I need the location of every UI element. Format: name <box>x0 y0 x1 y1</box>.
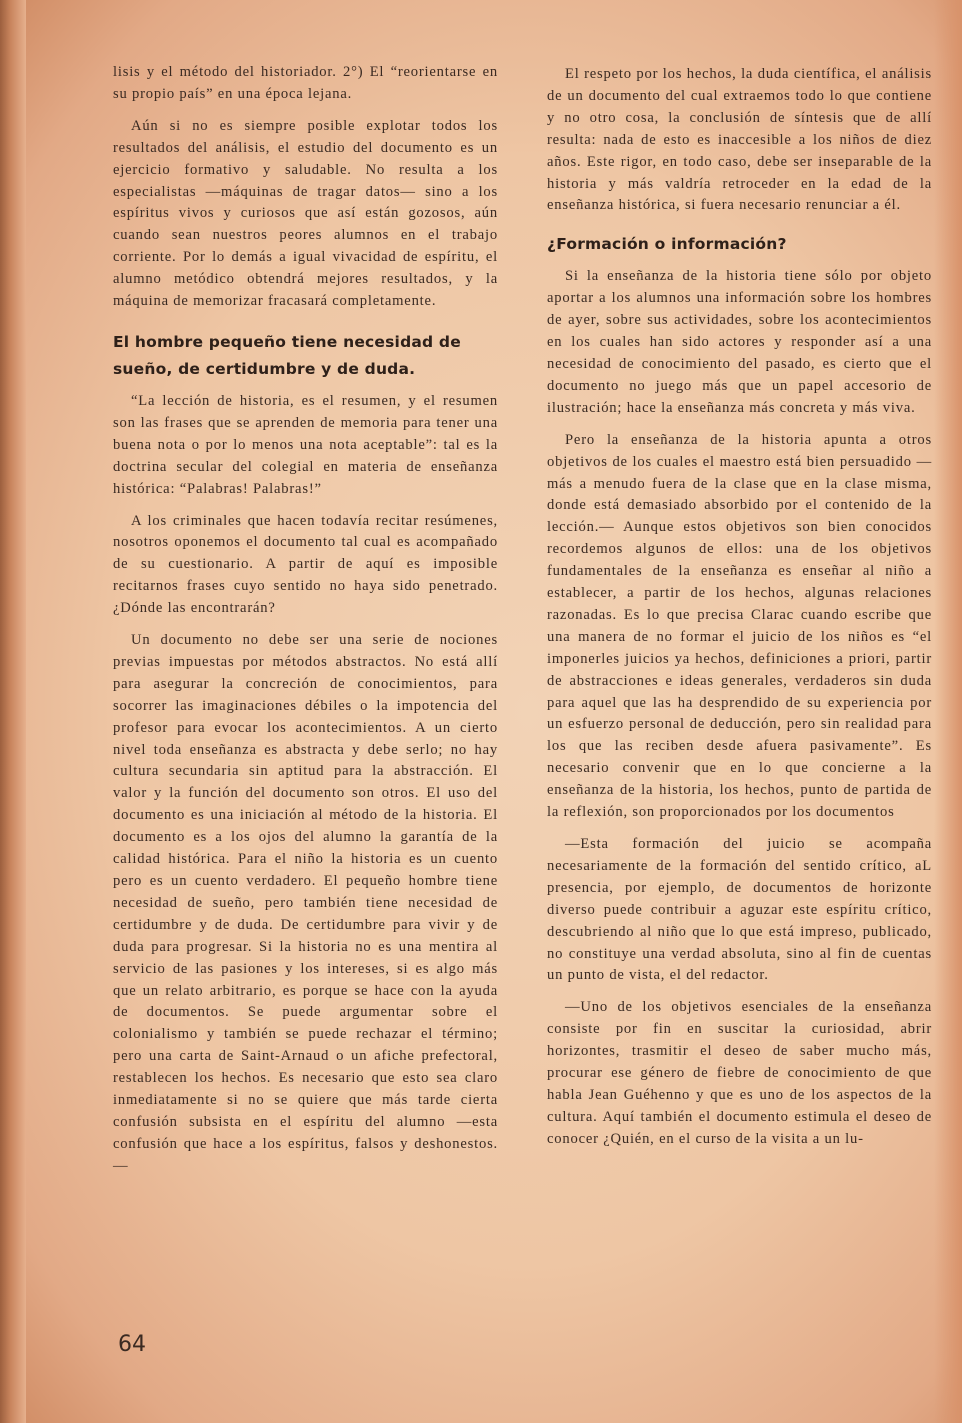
left-column <box>113 62 498 1178</box>
section-heading-right: ¿Formación o información? <box>547 235 787 254</box>
right-paragraph-1: El respeto por los hechos, la duda científica, el análisis de un documento del cual extraemos todo lo que contiene y no otro cosa, la conclusión de síntesis que de allí resulta: nada de esto es inaccesible a los niños de diez años. Este rigor, en todo caso, debe ser inseparable de la historia y más valdría retroceder en la edad de la enseñanza histórica, si fuera necesario renunciar a él. <box>547 66 932 214</box>
page-number: 64 <box>118 1332 146 1357</box>
left-paragraph-3: “La lección de historia, es el resumen, y el resumen son las frases que se aprenden de memoria para tener una buena nota o por lo menos una nota aceptable”: tal es la doctrina secular del colegial en materia de enseñanza histórica: “Palabras! Palabras!” <box>113 392 498 497</box>
right-paragraph-5: —Uno de los objetivos esenciales de la enseñanza consiste por fin en suscitar la curiosidad, abrir horizontes, trasmitir el deseo de saber mucho más, procurar ese género de fiebre de conocimiento de que habla Jean Guéhenno y que es uno de los aspectos de la cultura. Aquí también el documento estimula el deseo de conocer ¿Quién, en el curso de la visita a un lu- <box>547 999 932 1147</box>
right-paragraph-4: —Esta formación del juicio se acompaña necesariamente de la formación del sentido crítico, aL presencia, por ejemplo, de documentos de horizonte diverso puede contribuir a aguzar este espíritu crítico, descubriendo al niño que lo que está impreso, publicado, no constituye una verdad absoluta, sino al fin de cuentas un punto de vista, el del redactor. <box>547 836 932 984</box>
left-paragraph-5: Un documento no debe ser una serie de nociones previas impuestas por métodos abstractos. No está allí para asegurar la concreción de conocimientos, para socorrer las imaginaciones débiles o la impotencia del profesor para evocar los acontecimientos. A un cierto nivel toda enseñanza es abstracta y debe serlo; no hay cultura secundaria sin aptitud para la abstracción. El valor y la función del documento son otros. El uso del documento es una iniciación al método de la historia. El documento es a los ojos del alumno la garantía de la calidad histórica. Para el niño la historia es un cuento pero es un cuento verdadero. El pequeño hombre tiene necesidad de sueño, pero también tiene necesidad de certidumbre y de duda. De certidumbre para vivir y de duda para progresar. Si la historia no es una mentira al servicio de las pasiones y los intereses, si es algo más que un relato arbitrario, es porque se hace con la ayuda de documentos. Se puede argumentar sobre el colonialismo y también se puede rechazar el término; pero una carta de Saint-Arnaud o un afiche prefectoral, restablecen los hechos. Es necesario que esto sea claro inmediatamente si no se quiere que más tarde cierta confusión subsista en el espíritu del alumno —esta confusión que hace a los espíritus, falsos y deshonestos.— <box>113 632 498 1174</box>
page-edge <box>934 0 962 1423</box>
left-paragraph-1: lisis y el método del historiador. 2°) El “reorientarse en su propio país” en una época lejana. <box>113 64 498 102</box>
right-paragraph-2: Si la enseñanza de la historia tiene sólo por objeto aportar a los alumnos una información sobre los hombres de ayer, sobre sus actividades, sobre los acontecimientos en los cuales han sido actores y responder así a una necesidad de conocimiento del pasado, es cierto que el documento no juego más que un papel accesorio de ilustración; hace la enseñanza más concreta y más viva. <box>547 268 932 416</box>
section-heading-left: El hombre pequeño tiene necesidad de sueño, de certidumbre y de duda. <box>113 332 461 378</box>
book-spine <box>0 0 26 1423</box>
left-paragraph-2: Aún si no es siempre posible explotar todos los resultados del análisis, el estudio del documento es un ejercicio formativo y saludable. No resulta a los especialistas —máquinas de tragar datos— sino a los espíritus vivos y curiosos que así están gozosos, aún cuando sean nuestros peores alumnos en el trabajo corriente. Por lo demás a igual vivacidad de espíritu, el alumno metódico obtendrá mejores resultados, y la máquina de memorizar fracasará completamente. <box>113 117 498 310</box>
right-paragraph-3: Pero la enseñanza de la historia apunta a otros objetivos de los cuales el maestro está bien persuadido — más a menudo fuera de la clase que en la clase misma, donde está demasiado absorbido por el contenido de la lección.— Aunque estos objetivos son bien conocidos recordemos algunos de ellos: una de los objetivos fundamentales de la enseñanza es enseñar al niño a establecer, a partir de los hechos, algunas relaciones razonadas. Es lo que precisa Clarac cuando escribe que una manera de no formar el juicio de los niños es “el imponerles juicios ya hechos, definiciones a priori, partir de abstracciones e ideas generales, verdaderos sin duda para aquel que las ha desprendido de su experiencia por un esfuerzo personal de deducción, pero sin realidad para los que las reciben desde afuera pasivamente”. Es necesario convenir que en lo que concierne a la enseñanza de la historia, los hechos, punto de partida de la reflexión, son proporcionados por los documentos <box>547 431 932 821</box>
left-paragraph-4: A los criminales que hacen todavía recitar resúmenes, nosotros oponemos el documento tal cual es acompañado de su cuestionario. A partir de aquí es imposible recitarnos frases cuyo sentido no haya sido penetrado. ¿Dónde las encontrarán? <box>113 512 498 617</box>
right-column <box>547 64 932 1151</box>
